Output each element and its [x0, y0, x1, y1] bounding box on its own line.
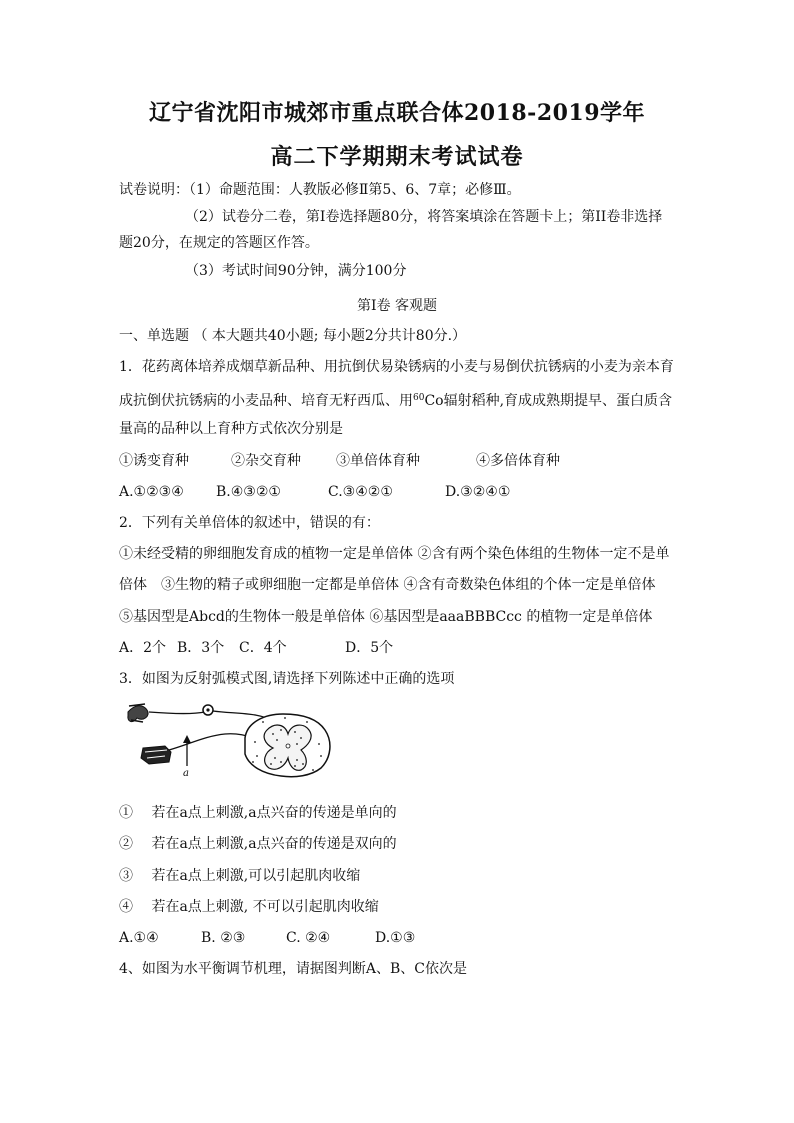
point-a-label: a [183, 768, 189, 779]
q2-option-c: C．4个 [239, 640, 287, 656]
q3-option-c: C. ②④ [286, 930, 331, 946]
q1-choice-4: ④多倍体育种 [476, 453, 560, 469]
q2-option-d: D．5个 [345, 640, 394, 656]
q3-statement-3: ③ 若在a点上刺激,可以引起肌肉收缩 [119, 868, 361, 884]
q3-statement-4: ④ 若在a点上刺激, 不可以引起肌肉收缩 [119, 899, 379, 915]
q3-options [119, 928, 415, 948]
q1-option-c: C.③④②① [328, 484, 393, 500]
q3-statement-2: ② 若在a点上刺激,a点兴奋的传递是双向的 [119, 836, 397, 852]
q1-choice-3: ③单倍体育种 [336, 453, 420, 469]
q3-statement-1: ① 若在a点上刺激,a点兴奋的传递是单向的 [119, 805, 397, 821]
q1-line2a: 成抗倒伏抗锈病的小麦品种、培育无籽西瓜、用 [119, 393, 413, 409]
q3-option-d: D.①③ [375, 930, 416, 946]
q1-option-b: B.④③②① [216, 484, 281, 500]
section-heading: 一、单选题 （ 本大题共40小题; 每小题2分共计80分.） [119, 328, 467, 344]
afferent-nerve [149, 712, 205, 714]
exam-title-line1: 辽宁省沈阳市城郊市重点联合体2018-2019学年 [148, 100, 646, 126]
q1-choice-1: ①诱变育种 [119, 453, 189, 469]
q2-line3: 倍体 ③生物的精子或卵细胞一定都是单倍体 ④含有奇数染色体组的个体一定是单倍体 [119, 577, 656, 593]
reflex-arc-figure [125, 700, 340, 780]
exam-title-line2: 高二下学期期末考试试卷 [270, 144, 524, 170]
q2-option-b: B．3个 [177, 640, 225, 656]
instructions-line2a: （2）试卷分二卷，第Ⅰ卷选择题80分，将答案填涂在答题卡上；第II卷非选择 [185, 209, 663, 225]
q2-line1: 2．下列有关单倍体的叙述中，错误的有： [119, 515, 380, 531]
q1-option-d: D.③②④① [445, 484, 511, 500]
instructions-line1: 试卷说明：（1）命题范围：人教版必修Ⅱ第5、6、7章；必修Ⅲ。 [119, 182, 521, 198]
receptor-shape [128, 706, 148, 722]
q1-choices [119, 451, 560, 471]
q1-option-a: A.①②③④ [119, 484, 184, 500]
q2-option-a: A．2个 [119, 640, 167, 656]
section-title: 第Ⅰ卷 客观题 [357, 298, 437, 314]
q2-options [119, 638, 393, 658]
q4-line1: 4、如图为水平衡调节机理，请据图判断A、B、C依次是 [119, 961, 468, 977]
instructions-line3: （3）考试时间90分钟，满分100分 [185, 263, 407, 279]
q1-choice-2: ②杂交育种 [231, 453, 301, 469]
q1-line1: 1．花药离体培养成烟草新品种、用抗倒伏易染锈病的小麦与易倒伏抗锈病的小麦为亲本育 [119, 359, 674, 375]
effector-muscle-shape [141, 746, 171, 764]
q3-option-b: B. ②③ [201, 930, 246, 946]
q3-line1: 3．如图为反射弧模式图,请选择下列陈述中正确的选项 [119, 671, 455, 687]
instructions-line2b: 题20分，在规定的答题区作答。 [119, 235, 319, 251]
q1-line2 [119, 388, 672, 411]
q1-line3: 量高的品种以上育种方式依次分别是 [119, 421, 343, 437]
q1-options [119, 482, 510, 502]
q2-line4: ⑤基因型是Abcd的生物体一般是单倍体 ⑥基因型是aaaBBBCcc 的植物一定是单倍体 [119, 609, 653, 625]
q3-option-a: A.①④ [119, 930, 159, 946]
q1-line2b: Co辐射稻种,育成成熟期提早、蛋白质含 [424, 393, 673, 409]
q1-line2-sup: 60 [413, 393, 425, 403]
q2-line2: ①未经受精的卵细胞发育成的植物一定是单倍体 ②含有两个染色体组的生物体一定不是单 [119, 546, 670, 562]
